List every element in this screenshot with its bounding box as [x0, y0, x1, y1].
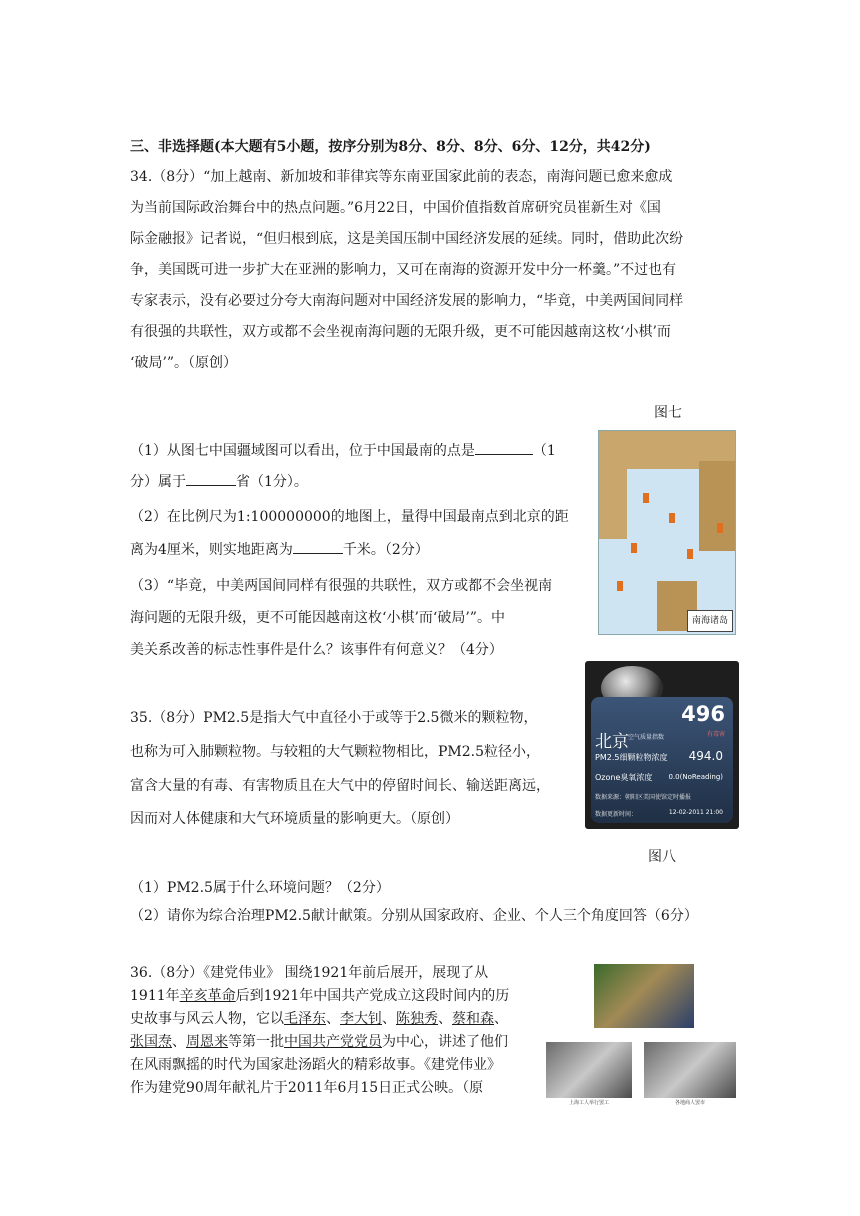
q35-line-3: 富含大量的有毒、有害物质且在大气中的停留时间长、输送距离远， [130, 778, 550, 794]
q36-text: 、 [382, 1011, 396, 1027]
figure-8-caption: 图八 [648, 849, 676, 865]
pm25-row [595, 749, 729, 763]
figure-7-caption: 图七 [654, 405, 682, 421]
answer-blank-2[interactable] [186, 471, 236, 486]
updated-row [595, 809, 729, 818]
q36-text: 为中心，讲述了他们 [382, 1034, 508, 1050]
q36-line-4 [130, 1032, 508, 1052]
person-name: 张国焘 [130, 1034, 172, 1050]
q34-line-4: 争，美国既可进一步扩大在亚洲的影响力，又可在南海的资源开发中分一杯羹。”不过也有 [130, 262, 677, 278]
aqi-value: 496 [681, 702, 725, 726]
china-south-sea-map [598, 430, 736, 635]
q34-sub3-line2: 海问题的无限升级，更不可能因越南这枚‘小棋’而‘破局’”。中 [130, 610, 505, 626]
q35-sub1: （1）PM2.5属于什么环境问题？（2分） [130, 880, 390, 896]
pm25-label: PM2.5细颗粒物浓度 [595, 753, 668, 762]
updated-value: 12-02-2011 21:00 [668, 809, 723, 816]
q34-sub1-text-b: （1 [532, 443, 556, 459]
person-name: 李大钊 [340, 1011, 382, 1027]
q35-line-1: 35.（8分）PM2.5是指大气中直径小于或等于2.5微米的颗粒物， [130, 710, 538, 726]
q36-text: 、 [172, 1034, 186, 1050]
answer-blank-1[interactable] [475, 440, 533, 455]
q34-line-1: 34.（8分）“加上越南、新加坡和菲律宾等东南亚国家此前的表态，南海问题已愈来愈成 [130, 169, 673, 185]
q36-text: 、 [438, 1011, 452, 1027]
q34-sub2-line2 [130, 539, 429, 560]
q36-text: 等第一批 [228, 1034, 284, 1050]
person-name: 周恩来 [186, 1034, 228, 1050]
term-party-members: 中国共产党党员 [284, 1034, 382, 1050]
ozone-label: Ozone臭氧浓度 [595, 773, 653, 782]
answer-blank-3[interactable] [293, 539, 343, 554]
q34-sub1-text-d: 省（1分）。 [236, 474, 308, 490]
q34-sub1-text-a: （1）从图七中国疆域图可以看出，位于中国最南的点是 [130, 443, 475, 459]
q36-line-1: 36.（8分）《建党伟业》 围绕1921年前后展开，展现了从 [130, 965, 489, 981]
person-name: 蔡和森 [452, 1011, 494, 1027]
q34-sub3-line1: （3）“毕竟，中美两国间同样有很强的共联性，双方或都不会坐视南 [130, 578, 553, 594]
q34-sub1-line2 [130, 471, 308, 492]
city-subtitle: 空气质量指数 [628, 734, 665, 741]
q36-text: 后到1921年中国共产党成立这段时间内的历 [235, 988, 510, 1004]
section-heading: 三、非选择题(本大题有5小题，按序分别为8分、8分、8分、6分、12分，共42分) [130, 139, 651, 155]
term-xinhai-revolution: 辛亥革命 [179, 988, 236, 1004]
market-strike-photo-caption: 各地商人罢市 [674, 1100, 705, 1106]
aqi-level: 有毒害 [706, 731, 725, 738]
map-label: 南海诸岛 [687, 610, 733, 632]
protest-photo-color [594, 964, 694, 1028]
q34-sub3-line3: 美关系改善的标志性事件是什么？该事件有何意义？（4分） [130, 642, 503, 658]
q35-line-4: 因而对人体健康和大气环境质量的影响更大。（原创） [130, 811, 459, 827]
ozone-value: 0.0(NoReading) [668, 773, 723, 781]
q34-line-7: ‘破局’”。（原创） [130, 355, 238, 371]
historical-photos [546, 964, 738, 1106]
q36-line-2 [130, 986, 509, 1006]
person-name: 毛泽东 [284, 1011, 326, 1027]
strike-photo [546, 1042, 632, 1098]
aqi-panel [591, 697, 733, 823]
q34-line-6: 有很强的共联性，双方或都不会坐视南海问题的无限升级，更不可能因越南这枚‘小棋’而 [130, 324, 671, 340]
q34-line-2: 为当前国际政治舞台中的热点问题。”6月22日，中国价值指数首席研究员崔新生对《国 [130, 200, 661, 216]
city-name: 北京 [595, 732, 629, 752]
q36-text: 、 [326, 1011, 340, 1027]
q34-sub2-text-b: 离为4厘米，则实地距离为 [130, 542, 293, 558]
q34-sub1-line1 [130, 440, 556, 461]
q34-line-3: 际金融报》记者说，“但归根到底，这是美国压制中国经济发展的延续。同时，借助此次纷 [130, 231, 684, 247]
q34-sub1-text-c: 分）属于 [130, 474, 186, 490]
q36-line-3 [130, 1009, 508, 1029]
q35-sub2: （2）请你为综合治理PM2.5献计献策。分别从国家政府、企业、个人三个角度回答（6分） [130, 908, 698, 924]
strike-photo-caption: 上海工人举行罢工 [568, 1100, 609, 1106]
air-quality-widget [585, 661, 739, 829]
q36-text: 1911年 [130, 988, 180, 1004]
q36-text: 史故事与风云人物，它以 [130, 1011, 284, 1027]
q35-line-2: 也称为可入肺颗粒物。与较粗的大气颗粒物相比，PM2.5粒径小， [130, 744, 541, 760]
q36-text: 、 [494, 1011, 508, 1027]
ozone-row [595, 772, 729, 783]
q34-sub2-text-c: 千米。（2分） [342, 542, 429, 558]
pm25-value: 494.0 [688, 749, 723, 763]
q34-sub2-line1: （2）在比例尺为1:100000000的地图上，量得中国最南点到北京的距 [130, 509, 569, 525]
q36-line-5: 在风雨飘摇的时代为国家赴汤蹈火的精彩故事。《建党伟业》 [130, 1057, 501, 1073]
source-row: 数据来源：朝阳区美国使馆定时播报 [595, 794, 692, 801]
person-name: 陈独秀 [396, 1011, 438, 1027]
q36-line-6: 作为建党90周年献礼片于2011年6月15日正式公映。（原 [130, 1080, 484, 1096]
q34-line-5: 专家表示，没有必要过分夸大南海问题对中国经济发展的影响力，“毕竟，中美两国间同样 [130, 293, 684, 309]
market-strike-photo [644, 1042, 736, 1098]
updated-label: 数据更新时间： [595, 811, 638, 818]
